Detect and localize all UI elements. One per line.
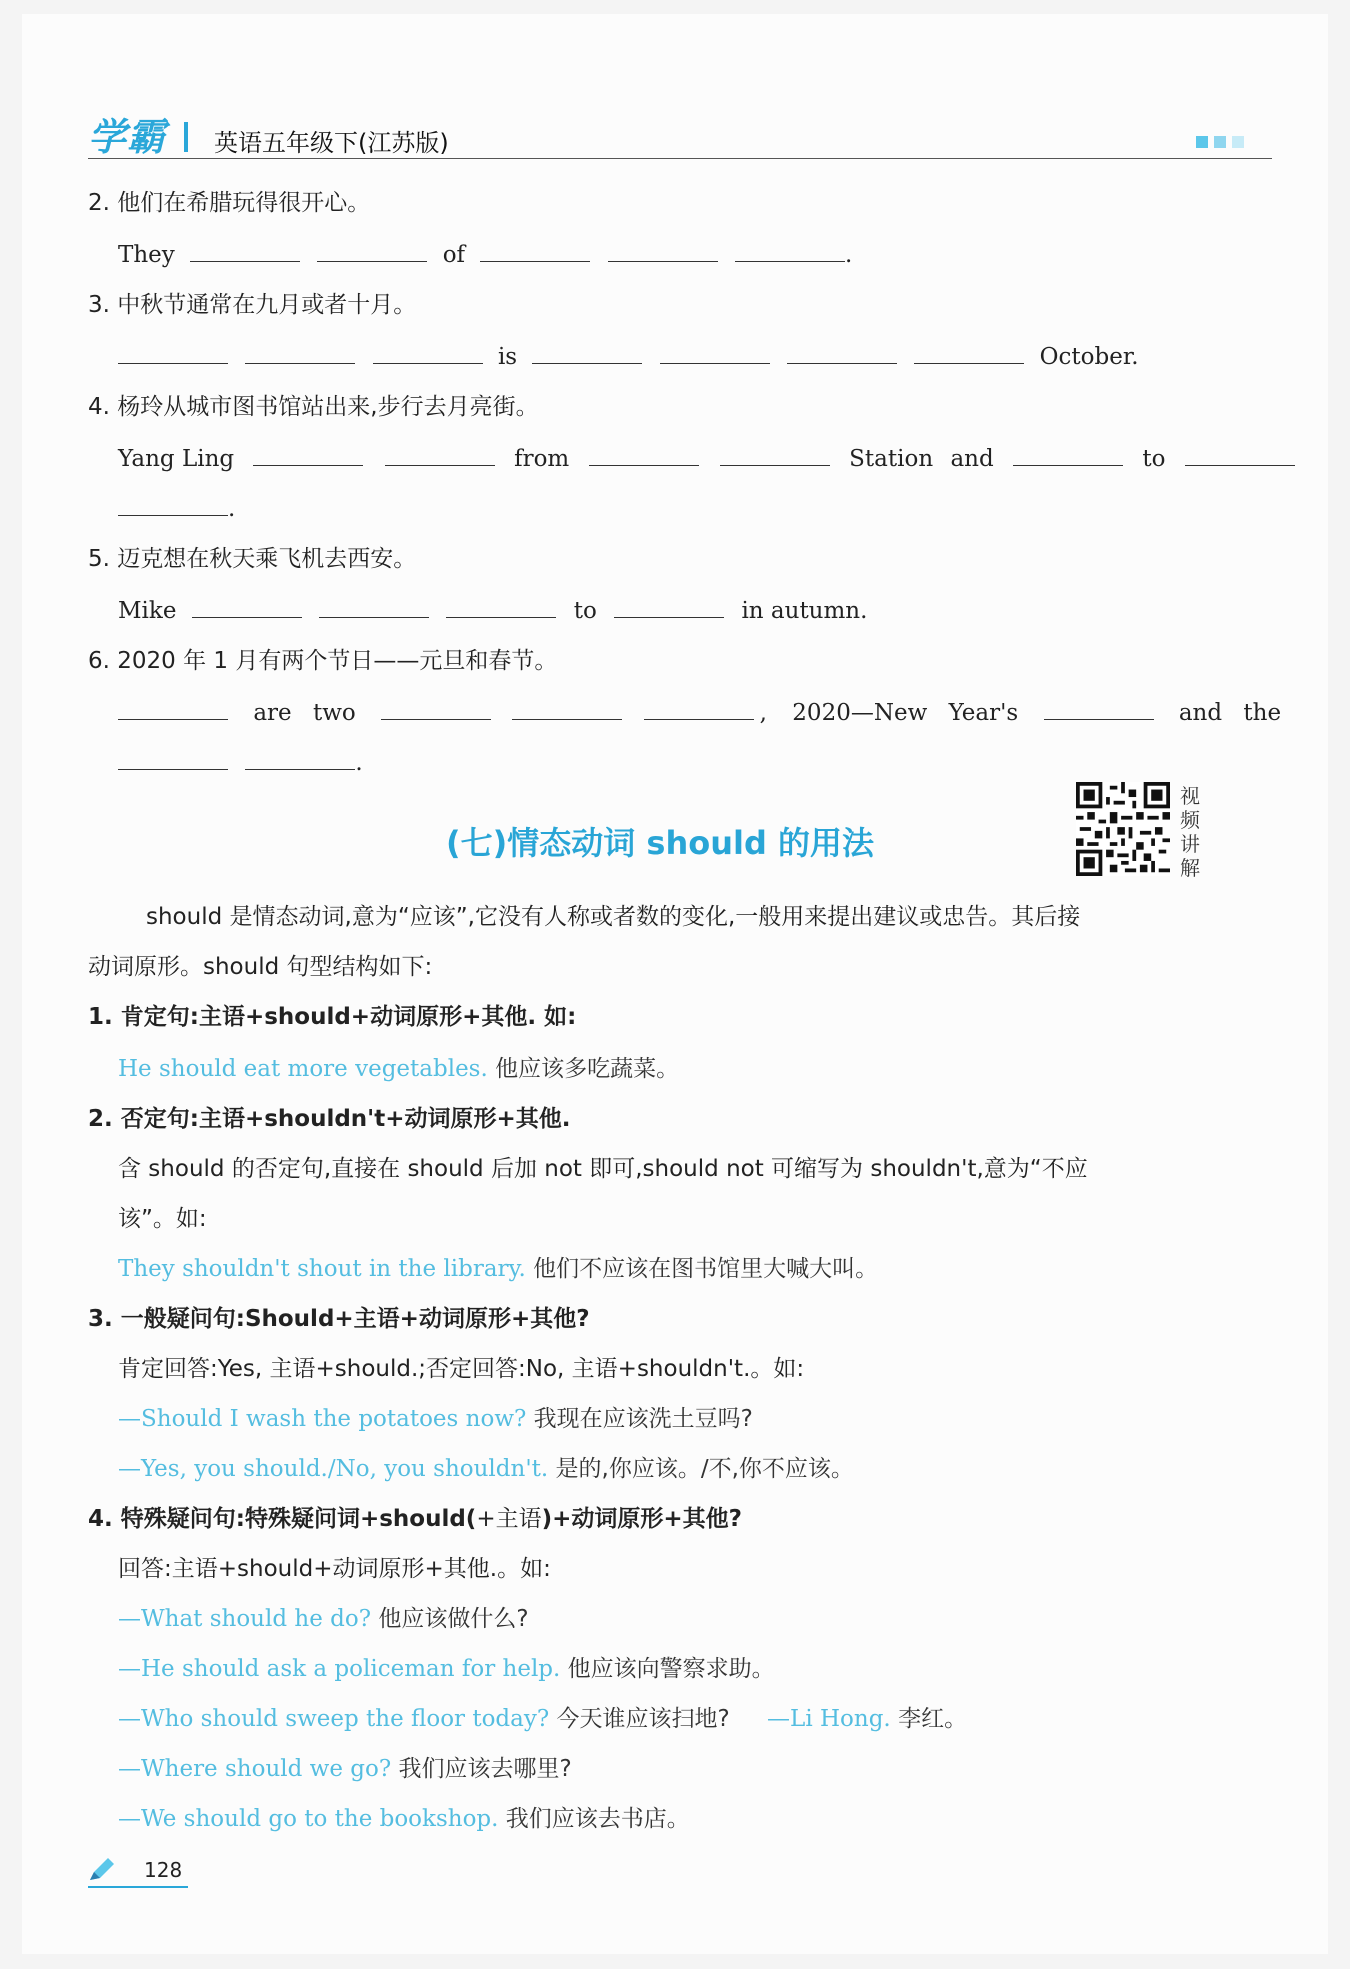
example-line — [118, 1704, 967, 1734]
answer-blank[interactable] — [385, 464, 495, 466]
rule-explanation: 含 should 的否定句,直接在 should 后加 not 即可,should not 可缩写为 shouldn't,意为“不应 — [118, 1156, 1088, 1182]
answer-blank[interactable] — [118, 514, 228, 516]
logo-text: 学霸 — [88, 115, 167, 159]
exercise-answer-line — [118, 748, 363, 778]
answer-blank[interactable] — [446, 616, 556, 618]
exercise-prompt: 4. 杨玲从城市图书馆站出来,步行去月亮街。 — [88, 394, 539, 420]
example-chinese: 他应该向警察求助。 — [567, 1656, 775, 1682]
answer-blank[interactable] — [608, 260, 718, 262]
example-line — [118, 1804, 690, 1834]
word: October. — [1039, 344, 1139, 370]
example-chinese: 是的,你应该。/不,你不应该。 — [555, 1456, 854, 1482]
answer-blank[interactable] — [253, 464, 363, 466]
answer-blank[interactable] — [1185, 464, 1295, 466]
example-line — [118, 1604, 529, 1634]
word: to — [573, 598, 597, 624]
exercise-prompt: 3. 中秋节通常在九月或者十月。 — [88, 292, 417, 318]
rule-heading-yes-no-question: 3. 一般疑问句:Should+主语+动词原形+其他? — [88, 1306, 590, 1332]
answer-blank[interactable] — [190, 260, 300, 262]
answer-blank[interactable] — [192, 616, 302, 618]
qr-label-char: 解 — [1180, 856, 1200, 880]
exercise-prompt: 6. 2020 年 1 月有两个节日——元旦和春节。 — [88, 648, 558, 674]
rule-explanation: 该”。如: — [118, 1206, 207, 1232]
answer-blank[interactable] — [720, 464, 830, 466]
example-line — [118, 1454, 854, 1484]
heading-part: )+动词原形+其他? — [541, 1506, 743, 1532]
word: They — [118, 242, 175, 268]
answer-blank[interactable] — [317, 260, 427, 262]
answer-blank[interactable] — [245, 362, 355, 364]
answer-blank[interactable] — [245, 768, 355, 770]
word: . — [228, 496, 236, 522]
exercise-answer-line — [118, 494, 235, 524]
word: the — [1243, 700, 1282, 726]
heading-part: 4. 特殊疑问句:特殊疑问词+should( — [88, 1506, 477, 1532]
word: and — [950, 446, 994, 472]
rule-heading-wh-question — [88, 1504, 742, 1534]
word: are — [253, 700, 292, 726]
word: 2020—New — [792, 700, 928, 726]
example-english: —Where should we go? — [118, 1756, 392, 1782]
example-chinese: 李红。 — [898, 1706, 968, 1732]
example-chinese: 我现在应该洗土豆吗? — [533, 1406, 753, 1432]
rule-heading-negative: 2. 否定句:主语+shouldn't+动词原形+其他. — [88, 1106, 571, 1132]
exercise-answer-line — [118, 444, 1295, 474]
answer-blank[interactable] — [1013, 464, 1123, 466]
example-line — [118, 1404, 753, 1434]
exercise-answer-line — [118, 240, 852, 270]
exercise-prompt: 2. 他们在希腊玩得很开心。 — [88, 190, 371, 216]
example-line — [118, 1754, 572, 1784]
word: . — [845, 242, 853, 268]
header-square-icon — [1196, 136, 1208, 148]
word: , — [759, 700, 767, 726]
answer-blank[interactable] — [118, 768, 228, 770]
word: in autumn. — [741, 598, 868, 624]
example-chinese: 我们应该去书店。 — [505, 1806, 690, 1832]
pencil-icon — [86, 1856, 116, 1884]
header-rule — [88, 158, 1272, 159]
word: from — [514, 446, 570, 472]
footer-rule — [88, 1886, 188, 1888]
heading-part: +主语 — [476, 1506, 542, 1532]
exercise-answer-line — [118, 342, 1139, 372]
example-english: They shouldn't shout in the library. — [118, 1256, 526, 1282]
rule-heading-affirmative: 1. 肯定句:主语+should+动词原形+其他. 如: — [88, 1004, 577, 1030]
section-title: (七)情态动词 should 的用法 — [446, 824, 875, 862]
example-chinese: 我们应该去哪里? — [398, 1756, 572, 1782]
word: and — [1178, 700, 1223, 726]
example-line — [118, 1254, 878, 1284]
header-square-icon — [1232, 136, 1244, 148]
example-chinese: 他应该多吃蔬菜。 — [495, 1056, 680, 1082]
word: Yang Ling — [118, 446, 235, 472]
header-square-icon — [1214, 136, 1226, 148]
answer-blank[interactable] — [118, 718, 228, 720]
example-chinese: 他们不应该在图书馆里大喊大叫。 — [533, 1256, 879, 1282]
word: Year's — [948, 700, 1019, 726]
qr-label-char: 讲 — [1180, 832, 1200, 856]
logo — [88, 106, 166, 158]
word: of — [442, 242, 466, 268]
intro-paragraph: 动词原形。should 句型结构如下: — [88, 954, 433, 980]
qr-code-icon[interactable] — [1076, 782, 1170, 876]
answer-blank[interactable] — [787, 362, 897, 364]
example-english: —We should go to the bookshop. — [118, 1806, 499, 1832]
qr-label-char: 视 — [1180, 784, 1200, 808]
answer-blank[interactable] — [381, 718, 491, 720]
example-line — [118, 1654, 775, 1684]
example-chinese: 他应该做什么? — [378, 1606, 529, 1632]
example-english: —Should I wash the potatoes now? — [118, 1406, 527, 1432]
rule-explanation: 回答:主语+should+动词原形+其他.。如: — [118, 1556, 551, 1582]
intro-paragraph: should 是情态动词,意为“应该”,它没有人称或者数的变化,一般用来提出建议或忠告。其后接 — [146, 904, 1081, 930]
answer-blank[interactable] — [1044, 718, 1154, 720]
exercise-answer-line — [118, 698, 1281, 728]
example-english: He should eat more vegetables. — [118, 1056, 488, 1082]
answer-blank[interactable] — [373, 362, 483, 364]
exercise-answer-line — [118, 596, 867, 626]
answer-blank[interactable] — [512, 718, 622, 720]
example-line — [118, 1054, 679, 1084]
example-english: —He should ask a policeman for help. — [118, 1656, 561, 1682]
answer-blank[interactable] — [319, 616, 429, 618]
answer-blank[interactable] — [660, 362, 770, 364]
answer-blank[interactable] — [735, 260, 845, 262]
word: Station — [849, 446, 934, 472]
word: is — [497, 344, 518, 370]
qr-label-char: 频 — [1180, 808, 1200, 832]
word: Mike — [118, 598, 177, 624]
word: . — [355, 750, 363, 776]
answer-blank[interactable] — [532, 362, 642, 364]
page-number: 128 — [144, 1858, 183, 1882]
book-title: 英语五年级下(江苏版) — [214, 129, 449, 157]
answer-blank[interactable] — [480, 260, 590, 262]
rule-explanation: 肯定回答:Yes, 主语+should.;否定回答:No, 主语+shouldn't.。如: — [118, 1356, 805, 1382]
example-english: —Yes, you should./No, you shouldn't. — [118, 1456, 549, 1482]
answer-blank[interactable] — [914, 362, 1024, 364]
logo-divider — [184, 122, 188, 152]
answer-blank[interactable] — [118, 362, 228, 364]
exercise-prompt: 5. 迈克想在秋天乘飞机去西安。 — [88, 546, 417, 572]
answer-blank[interactable] — [589, 464, 699, 466]
answer-blank[interactable] — [644, 718, 754, 720]
word: two — [312, 700, 356, 726]
example-english: —Who should sweep the floor today? — [118, 1706, 550, 1732]
example-english: —What should he do? — [118, 1606, 372, 1632]
answer-blank[interactable] — [614, 616, 724, 618]
word: to — [1142, 446, 1166, 472]
example-chinese: 今天谁应该扫地? — [556, 1706, 730, 1732]
example-english: —Li Hong. — [767, 1706, 891, 1732]
